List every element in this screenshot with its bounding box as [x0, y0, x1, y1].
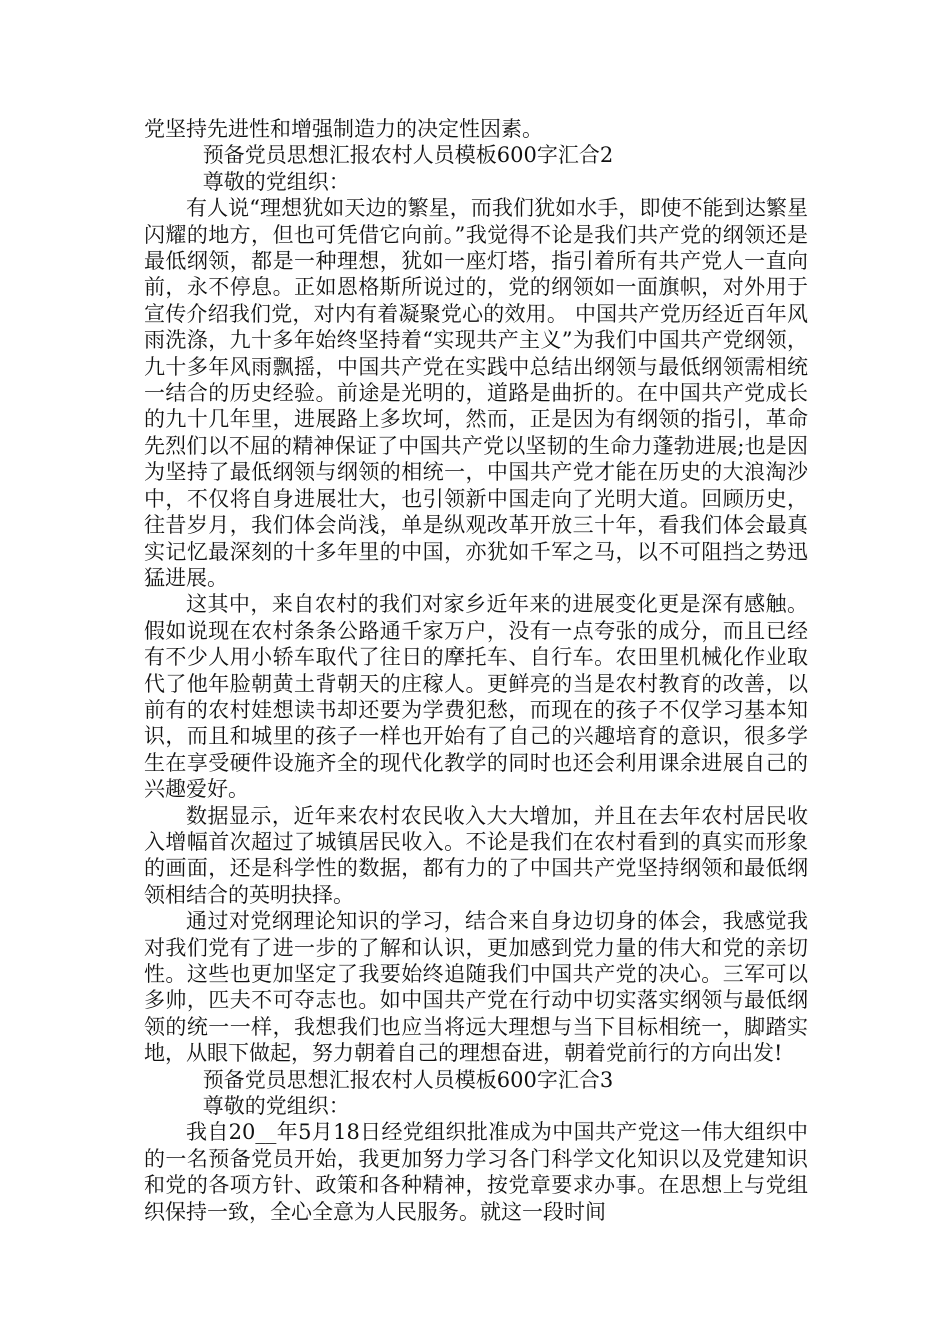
- section-title-2: 预备党员思想汇报农村人员模板600字汇合2: [202, 143, 614, 168]
- paragraph-continuation: 党坚持先进性和增强制造力的决定性因素。: [144, 117, 543, 141]
- body-paragraph: 数据显示，近年来农村农民收入大大增加，并且在去年农村居民收入增幅首次超过了城镇居民收入。不论是我们在农村看到的真实而形象的画面，还是科学性的数据，都有力的了中国共产党坚持纲领和最低纲领相结合的英明抉择。: [144, 803, 808, 907]
- section-title-3: 预备党员思想汇报农村人员模板600字汇合3: [202, 1067, 614, 1092]
- body-paragraph: 我自20__年5月18日经党组织批准成为中国共产党这一伟大组织中的一名预备党员开始，我更加努力学习各门科学文化知识以及党建知识和党的各项方针、政策和各种精神，按党章要求办事。在思想上与党组织保持一致，全心全意为人民服务。就这一段时间: [144, 1120, 808, 1224]
- salutation-3: 尊敬的党组织：: [202, 1094, 350, 1119]
- body-paragraph: 有人说“理想犹如天边的繁星，而我们犹如水手，即使不能到达繁星闪耀的地方，但也可凭借它向前。”我觉得不论是我们共产党的纲领还是最低纲领，都是一种理想，犹如一座灯塔，指引着所有共产党人一直向前，永不停息。正如恩格斯所说过的，党的纲领如一面旗帜，对外用于宣传介绍我们党，对内有着凝聚党心的效用。 中国共产党历经近百年风雨洗涤，九十多年始终坚持着“实现共产主义”为我们中国共产党纲领，九十多年风雨飘摇，中国共产党在实践中总结出纲领与最低纲领需相统一结合的历史经验。前途是光明的，道路是曲折的。在中国共产党成长的九十几年里，进展路上多坎坷，然而，正是因为有纲领的指引，革命先烈们以不屈的精神保证了中国共产党以坚韧的生命力蓬勃进展;也是因为坚持了最低纲领与纲领的相统一，中国共产党才能在历史的大浪淘沙中，不仅将自身进展壮大，也引领新中国走向了光明大道。回顾历史，往昔岁月，我们体会尚浅，单是纵观改革开放三十年，看我们体会最真实记忆最深刻的十多年里的中国，亦犹如千军之马，以不可阻挡之势迅猛进展。: [144, 196, 808, 590]
- body-paragraph: 这其中，来自农村的我们对家乡近年来的进展变化更是深有感触。假如说现在农村条条公路通千家万户，没有一点夸张的成分，而且已经有不少人用小轿车取代了往日的摩托车、自行车。农田里机械化作业取代了他年脸朝黄土背朝天的庄稼人。更鲜亮的当是农村教育的改善，以前有的农村娃想读书却还要为学费犯愁，而现在的孩子不仅学习基本知识，而且和城里的孩子一样也开始有了自己的兴趣培育的意识，很多学生在享受硬件设施齐全的现代化教学的同时也还会利用课余进展自己的兴趣爱好。: [144, 592, 808, 802]
- document-page: [144, 116, 808, 1225]
- body-paragraph: 通过对党纲理论知识的学习，结合来自身边切身的体会，我感觉我对我们党有了进一步的了解和认识，更加感到党力量的伟大和党的亲切性。这些也更加坚定了我要始终追随我们中国共产党的决心。三军可以多帅，匹夫不可夺志也。如中国共产党在行动中切实落实纲领与最低纲领的统一一样，我想我们也应当将远大理想与当下目标相统一，脚踏实地，从眼下做起，努力朝着自己的理想奋进，朝着党前行的方向出发!: [144, 909, 808, 1066]
- salutation-2: 尊敬的党组织：: [202, 169, 350, 194]
